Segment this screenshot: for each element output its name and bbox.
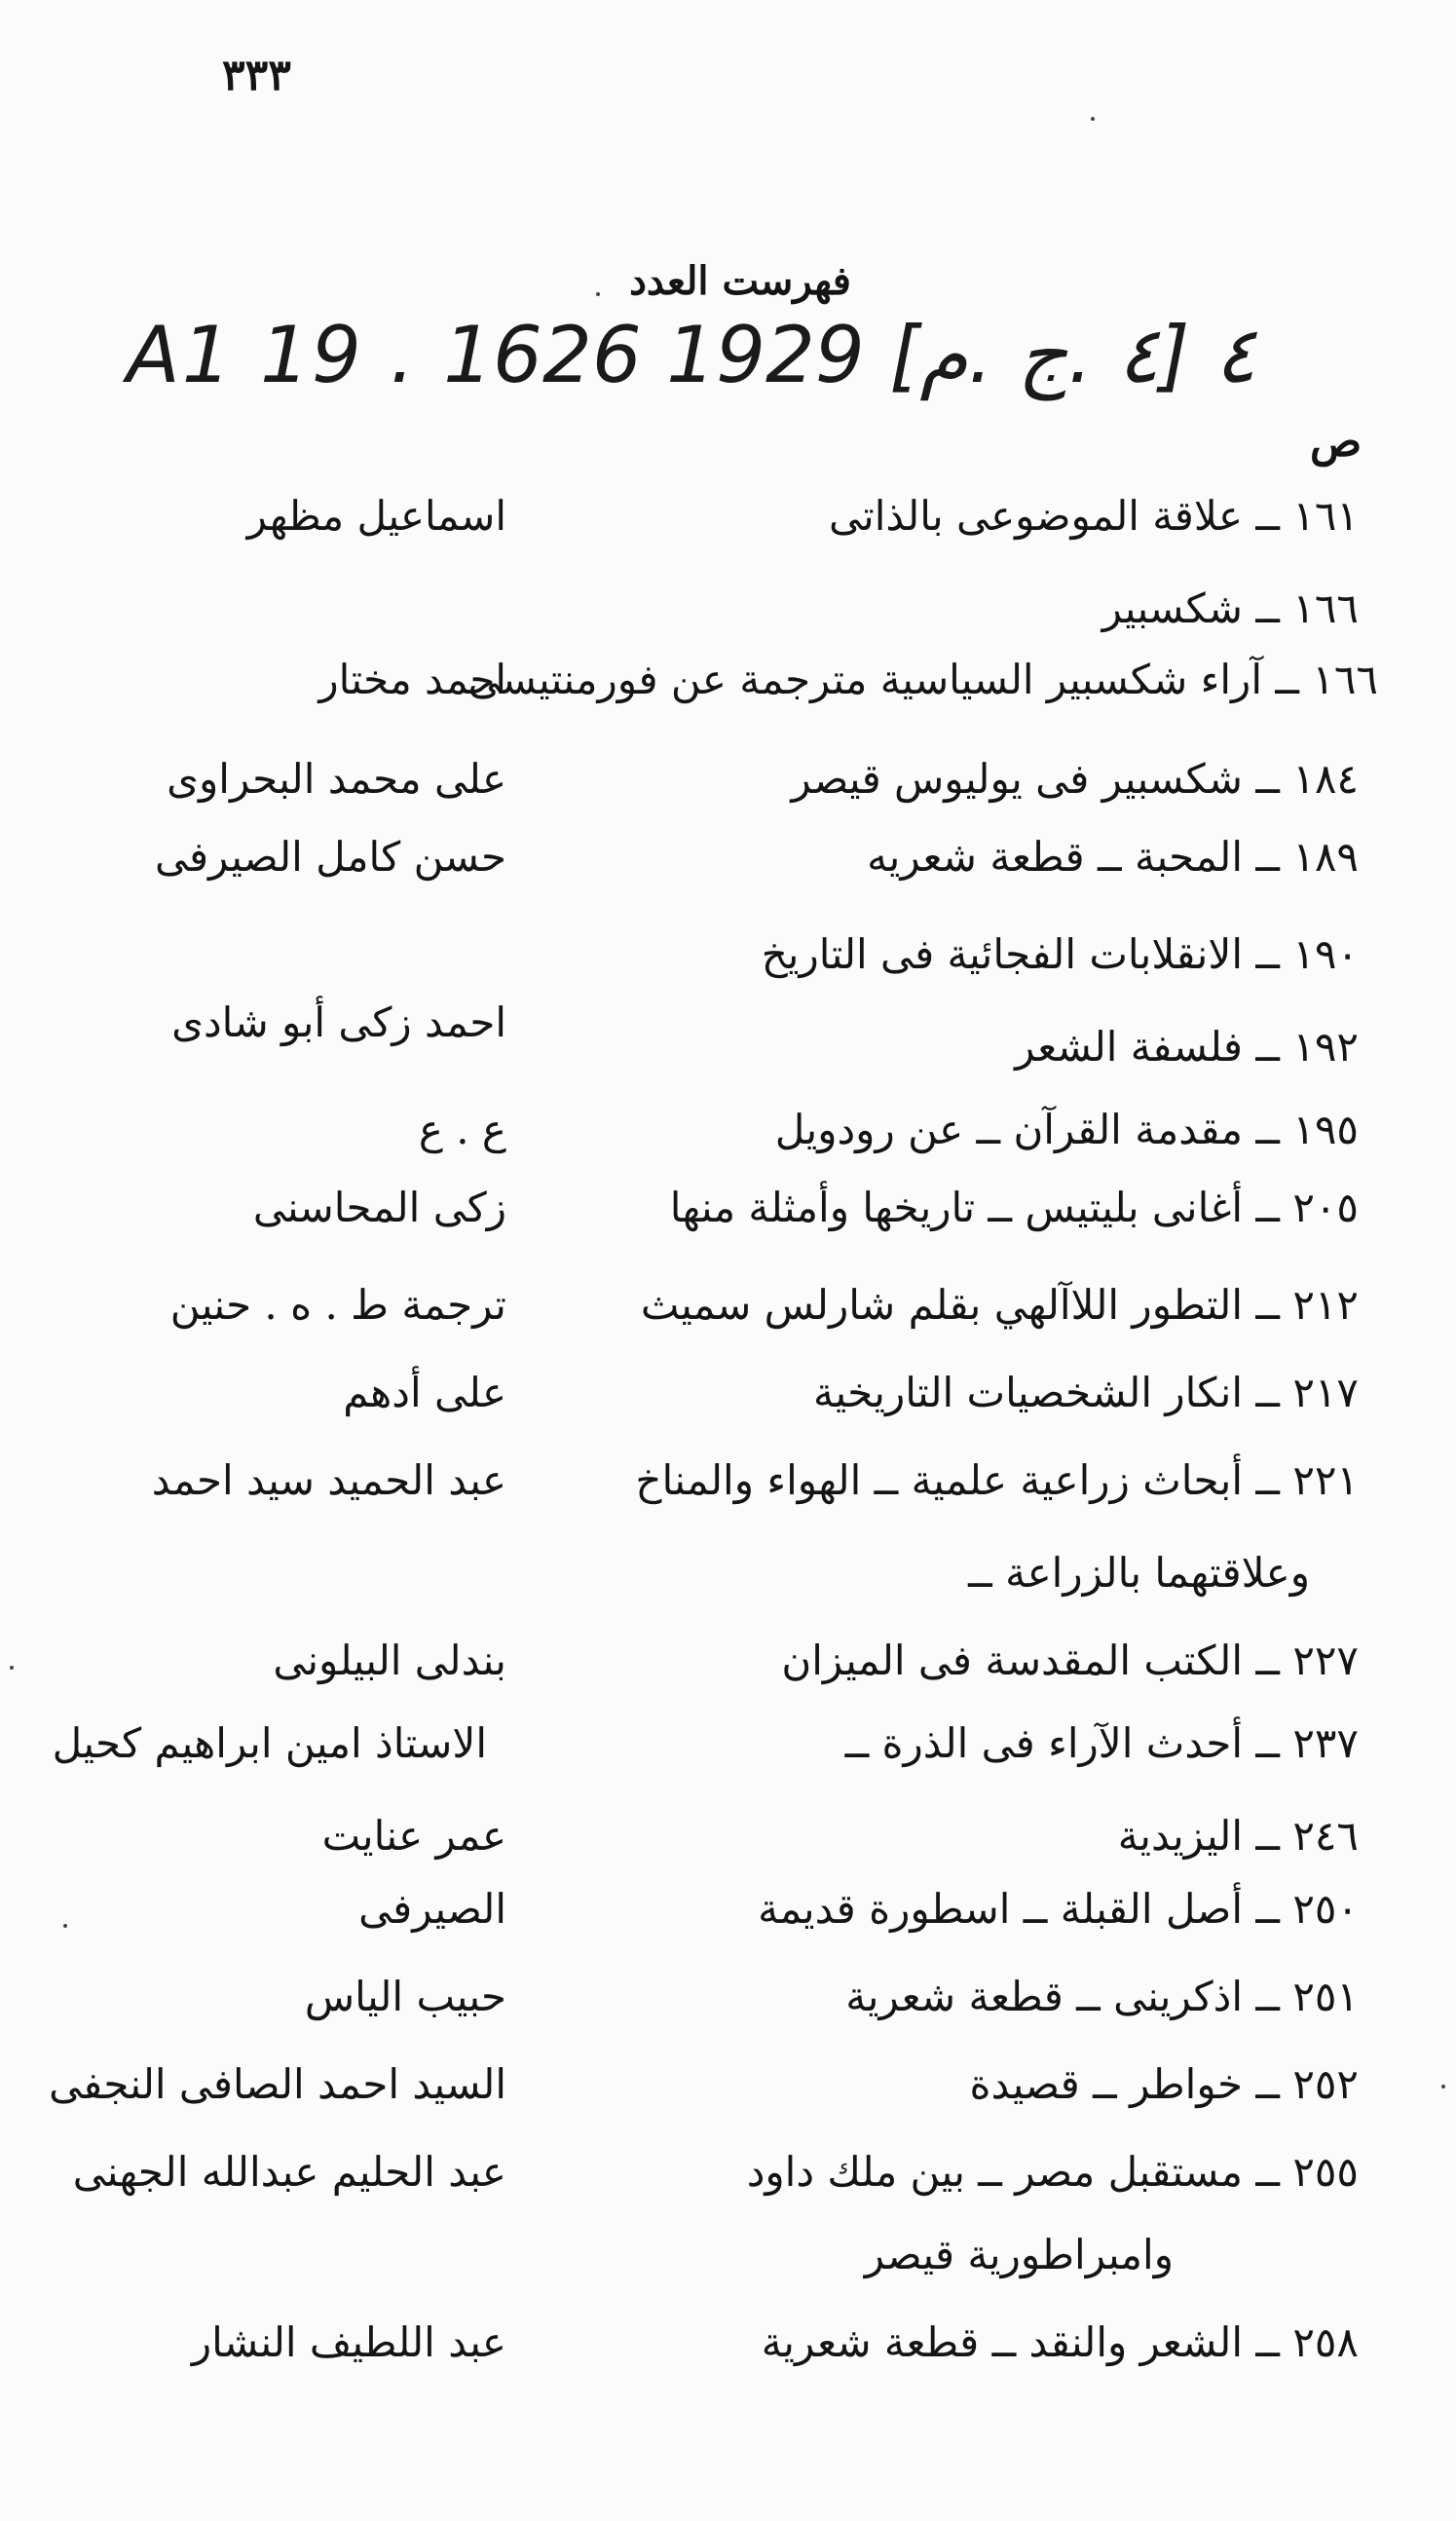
entry-author: ترجمة ط . ه . حنين bbox=[169, 1281, 506, 1329]
entry-author: الصيرفى bbox=[358, 1885, 506, 1933]
entry-title: وامبراطورية قيصر bbox=[864, 2231, 1174, 2278]
page-title: فهرست العدد bbox=[629, 258, 851, 304]
entry-title: ٢٥٥ ــ مستقبل مصر ــ بين ملك داود bbox=[746, 2148, 1359, 2196]
list-item bbox=[0, 651, 1456, 729]
entry-title: ٢٣٧ ــ أحدث الآراء فى الذرة ــ bbox=[844, 1719, 1359, 1767]
entry-title: ٢٥٢ ــ خواطر ــ قصيدة bbox=[969, 2060, 1359, 2108]
entry-title: ١٨٩ ــ المحبة ــ قطعة شعريه bbox=[867, 833, 1359, 881]
list-item bbox=[0, 1714, 1456, 1792]
handwritten-catalog-annotation: A1 19 . ٤ [٤ .ج .م] 1929 1626 bbox=[127, 310, 1256, 400]
entry-title: ٢٥٨ ــ الشعر والنقد ــ قطعة شعرية bbox=[761, 2318, 1359, 2366]
entry-title: ١٦١ ــ علاقة الموضوعى بالذاتى bbox=[829, 492, 1359, 540]
entry-title: ٢٥٠ ــ أصل القبلة ــ اسطورة قديمة bbox=[758, 1885, 1359, 1933]
entry-author: زكى المحاسنى bbox=[252, 1184, 506, 1231]
entry-author: ع . ع bbox=[418, 1106, 506, 1153]
entry-author: الاستاذ امين ابراهيم كحيل bbox=[52, 1719, 487, 1767]
list-item bbox=[0, 1364, 1456, 1442]
list-item bbox=[0, 1179, 1456, 1257]
entry-title: ٢١٧ ــ انكار الشخصيات التاريخية bbox=[812, 1369, 1359, 1416]
entry-title: ٢٥١ ــ اذكرينى ــ قطعة شعرية bbox=[845, 1973, 1359, 2020]
entry-title: ١٦٦ ــ شكسبير bbox=[1101, 584, 1359, 632]
entry-author: عبد اللطيف النشار bbox=[191, 2318, 506, 2366]
entry-title: ٢٢٧ ــ الكتب المقدسة فى الميزان bbox=[781, 1637, 1359, 1684]
list-item bbox=[0, 2226, 1456, 2304]
entry-author: حبيب الياس bbox=[304, 1973, 506, 2020]
entry-author: على أدهم bbox=[343, 1369, 506, 1416]
list-item bbox=[0, 828, 1456, 906]
page-column-header: ص bbox=[1310, 417, 1363, 467]
entry-title: ١٩٢ ــ فلسفة الشعر bbox=[1015, 1023, 1359, 1071]
list-item bbox=[0, 1451, 1456, 1529]
entry-title: ٢٠٥ ــ أغانى بليتيس ــ تاريخها وأمثلة منها bbox=[669, 1184, 1359, 1231]
entry-title: وعلاقتهما بالزراعة ــ bbox=[968, 1549, 1310, 1597]
entry-title: ٢١٢ ــ التطور اللاآلهي بقلم شارلس سميث bbox=[640, 1281, 1359, 1329]
list-item bbox=[0, 1544, 1456, 1622]
entry-author: بندلى البيلونى bbox=[273, 1637, 506, 1684]
entry-author: عبد الحميد سيد احمد bbox=[151, 1456, 506, 1504]
list-item bbox=[0, 1968, 1456, 2046]
list-item bbox=[0, 487, 1456, 565]
entry-author: على محمد البحراوى bbox=[167, 755, 506, 803]
entry-title: ٢٤٦ ــ اليزيدية bbox=[1117, 1812, 1359, 1860]
list-item bbox=[0, 1632, 1456, 1710]
entry-author: احمد زكى أبو شادى bbox=[171, 998, 506, 1046]
list-item bbox=[0, 750, 1456, 828]
list-item bbox=[0, 1807, 1456, 1885]
page-number: ٣٣٣ bbox=[222, 51, 291, 100]
list-item bbox=[0, 580, 1456, 658]
entry-author: حسن كامل الصيرفى bbox=[154, 833, 506, 881]
entry-title: ١٩٠ ــ الانقلابات الفجائية فى التاريخ bbox=[761, 930, 1359, 978]
list-item bbox=[0, 1276, 1456, 1354]
entry-author: عبد الحليم عبدالله الجهنى bbox=[72, 2148, 506, 2196]
list-item bbox=[0, 998, 1456, 1096]
entry-author: احمد مختار bbox=[318, 656, 506, 703]
list-item bbox=[0, 1880, 1456, 1958]
entry-author: السيد احمد الصافى النجفى bbox=[49, 2060, 506, 2108]
entry-author: اسماعيل مظهر bbox=[246, 492, 506, 540]
entry-title: ١٩٥ ــ مقدمة القرآن ــ عن رودويل bbox=[774, 1106, 1359, 1153]
list-item bbox=[0, 1101, 1456, 1179]
entry-author: عمر عنايت bbox=[321, 1812, 506, 1860]
entry-title: ١٦٦ ــ آراء شكسبير السياسية مترجمة عن فورمنتيسى bbox=[467, 656, 1378, 703]
list-item bbox=[0, 925, 1456, 1003]
list-item bbox=[0, 2055, 1456, 2133]
list-item bbox=[0, 2143, 1456, 2221]
list-item bbox=[0, 2314, 1456, 2391]
entry-title: ٢٢١ ــ أبحاث زراعية علمية ــ الهواء والمناخ bbox=[635, 1456, 1359, 1504]
entry-title: ١٨٤ ــ شكسبير فى يوليوس قيصر bbox=[791, 755, 1359, 803]
